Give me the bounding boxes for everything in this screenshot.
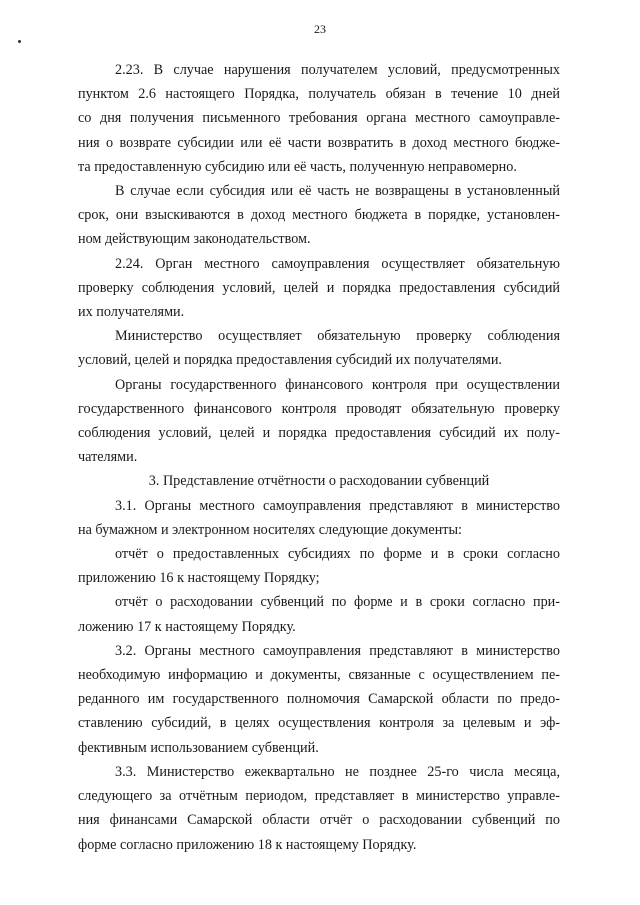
text-line: 3.1. Органы местного самоуправления представляют в министерство xyxy=(115,497,560,514)
page-number: 23 xyxy=(314,22,326,36)
text-line: ния финансами Самарской области отчёт о расходовании субвенций по xyxy=(78,812,560,829)
text-line: Органы государственного финансового контроля при осуществлении xyxy=(115,376,560,393)
paragraph-2-23-return xyxy=(78,179,560,252)
paragraph-2-23 xyxy=(78,58,560,179)
text-line: реданного им государственного полномочия Самарской области по предо- xyxy=(78,691,560,708)
document-body xyxy=(78,58,560,857)
text-line: Министерство осуществляет обязательную проверку соблюдения xyxy=(115,328,560,345)
text-line: 2.23. В случае нарушения получателем условий, предусмотренных xyxy=(115,62,560,78)
text-line: отчёт о расходовании субвенций по форме и в сроки согласно при- xyxy=(115,594,560,611)
text-line: В случае если субсидия или её часть не возвращены в установленный xyxy=(115,183,560,200)
text-line: государственного финансового контроля проводят обязательную проверку xyxy=(78,400,560,417)
paragraph-2-24-control xyxy=(78,373,560,470)
paragraph-2-24-ministry xyxy=(78,324,560,372)
text-line: соблюдения условий, целей и порядка предоставления субсидий их полу- xyxy=(78,425,560,442)
text-line: приложению 16 к настоящему Порядку; xyxy=(78,570,320,587)
paragraph-3-3 xyxy=(78,760,560,857)
text-line: со дня получения письменного требования органа местного самоуправле- xyxy=(78,110,560,127)
text-line: фективным использованием субвенций. xyxy=(78,739,319,756)
text-line: 2.24. Орган местного самоуправления осуществляет обязательную xyxy=(115,255,560,272)
text-line: срок, они взыскиваются в доход местного бюджета в порядке, установлен- xyxy=(78,207,560,224)
text-line: 3.2. Органы местного самоуправления представляют в министерство xyxy=(115,642,560,659)
text-line: их получателями. xyxy=(78,304,185,321)
paragraph-3-2 xyxy=(78,639,560,760)
paragraph-3-1-report-16 xyxy=(78,542,560,590)
text-line: условий, целей и порядка предоставления субсидий их получателями. xyxy=(78,352,502,369)
text-line: та предоставленную субсидию или её часть, полученную неправомерно. xyxy=(78,158,517,175)
text-line: чателями. xyxy=(78,449,138,466)
text-line: проверку соблюдения условий, целей и порядка предоставления субсидий xyxy=(78,279,560,296)
paragraph-2-24 xyxy=(78,252,560,325)
scan-mark xyxy=(18,40,21,43)
text-line: 3.3. Министерство ежеквартально не позднее 25-го числа месяца, xyxy=(115,763,560,780)
paragraph-3-1-report-17 xyxy=(78,590,560,638)
text-line: следующего за отчётным периодом, представляет в министерство управле- xyxy=(78,788,560,805)
text-line: ставлению субсидий, в целях осуществления контроля за целевым и эф- xyxy=(78,715,560,732)
text-line: ложению 17 к настоящему Порядку. xyxy=(78,618,296,635)
text-line: необходимую информацию и документы, связанные с осуществлением пе- xyxy=(78,667,560,684)
text-line: отчёт о предоставленных субсидиях по форме и в сроки согласно xyxy=(115,546,560,563)
text-line: на бумажном и электронном носителях следующие документы: xyxy=(78,521,462,538)
text-line: ном действующим законодательством. xyxy=(78,231,311,248)
text-line: пунктом 2.6 настоящего Порядка, получатель обязан в течение 10 дней xyxy=(78,86,560,103)
text-line: ния о возврате субсидии или её части возвратить в доход местного бюдже- xyxy=(78,134,560,151)
text-line: форме согласно приложению 18 к настоящему Порядку. xyxy=(78,836,417,853)
paragraph-3-1 xyxy=(78,494,560,542)
section-heading: 3. Представление отчётности о расходовании субвенций xyxy=(148,473,490,490)
